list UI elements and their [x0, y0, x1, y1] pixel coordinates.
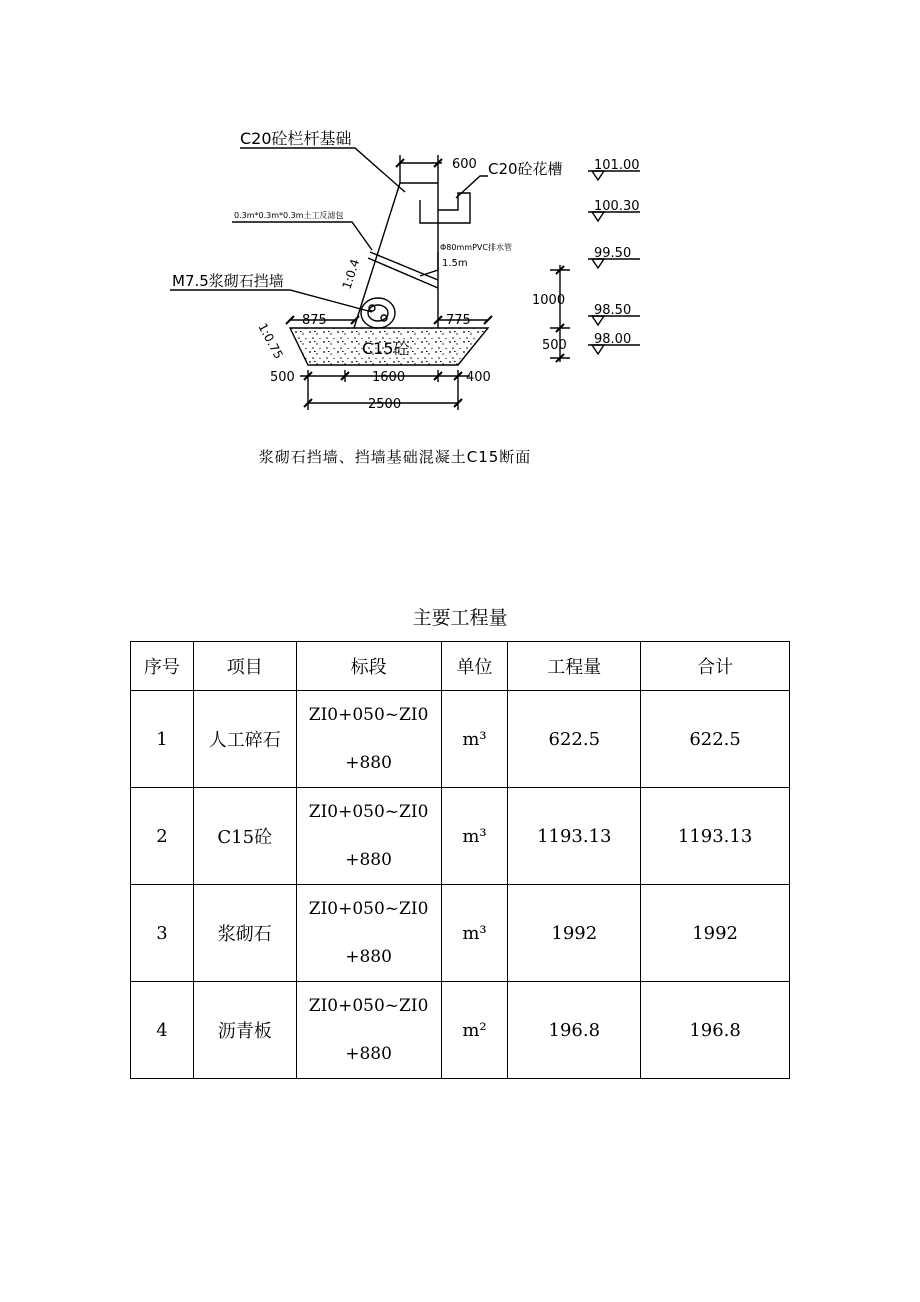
- cell-unit: m³: [441, 691, 508, 788]
- cell-no: 3: [131, 885, 194, 982]
- table-title: 主要工程量: [412, 607, 508, 629]
- leader-wall: [170, 290, 372, 312]
- header-no: 序号: [131, 642, 194, 691]
- cell-segment-line1: ZI0+050~ZI0: [308, 899, 429, 919]
- dim-left-toe: 875: [302, 313, 327, 328]
- cell-item: 沥青板: [193, 982, 296, 1079]
- cell-quantity: 196.8: [508, 982, 641, 1079]
- cell-total: 196.8: [641, 982, 790, 1079]
- label-wall: M7.5浆砌石挡墙: [172, 272, 284, 290]
- cell-quantity: 1193.13: [508, 788, 641, 885]
- label-c15-concrete: C15砼: [362, 339, 410, 358]
- gravel-filter-ball: [361, 298, 395, 328]
- dim-base-right: 400: [466, 370, 491, 385]
- dim-height-wall: 1000: [532, 293, 566, 308]
- cell-segment: [296, 788, 441, 885]
- dim-right-toe: 775: [446, 313, 471, 328]
- cell-quantity: 1992: [508, 885, 641, 982]
- table-row: [131, 982, 790, 1079]
- label-pvc-length: 1.5m: [442, 258, 468, 269]
- cell-unit: m²: [441, 982, 508, 1079]
- cell-segment-line1: ZI0+050~ZI0: [308, 802, 429, 822]
- cell-segment: [296, 885, 441, 982]
- dim-height-base: 500: [542, 338, 567, 353]
- cell-unit: m³: [441, 885, 508, 982]
- cell-segment-line2: +880: [345, 947, 392, 967]
- quantities-table: [130, 641, 790, 1079]
- leader-c20-channel: [456, 176, 488, 198]
- header-unit: 单位: [441, 642, 508, 691]
- c20-channel: [420, 193, 470, 223]
- header-item: 项目: [193, 642, 296, 691]
- cell-no: 4: [131, 982, 194, 1079]
- header-total: 合计: [641, 642, 790, 691]
- cell-total: 1992: [641, 885, 790, 982]
- drawing-caption: 浆砌石挡墙、挡墙基础混凝土C15断面: [258, 448, 532, 466]
- dim-base-left: 500: [270, 370, 295, 385]
- header-segment: 标段: [296, 642, 441, 691]
- table-row: [131, 691, 790, 788]
- cell-segment-line2: +880: [345, 850, 392, 870]
- cell-item: 浆砌石: [193, 885, 296, 982]
- cell-segment: [296, 691, 441, 788]
- cell-segment-line1: ZI0+050~ZI0: [308, 996, 429, 1016]
- cell-item: C15砼: [193, 788, 296, 885]
- cell-total: 622.5: [641, 691, 790, 788]
- label-pvc-drain: Φ80mmPVC排水管: [440, 243, 512, 252]
- elev-98-00: 98.00: [594, 332, 632, 347]
- drain-pipe-top: [370, 252, 438, 280]
- cell-quantity: 622.5: [508, 691, 641, 788]
- leader-c20-rail: [240, 148, 405, 192]
- label-c20-rail-base: C20砼栏杆基础: [240, 129, 352, 148]
- elev-101: 101.00: [594, 158, 640, 173]
- cell-no: 2: [131, 788, 194, 885]
- table-row: [131, 788, 790, 885]
- elev-100-30: 100.30: [594, 199, 640, 214]
- elev-98-50: 98.50: [594, 303, 632, 318]
- cell-total: 1193.13: [641, 788, 790, 885]
- cell-segment-line2: +880: [345, 1044, 392, 1064]
- cell-segment: [296, 982, 441, 1079]
- dim-top-width: 600: [452, 157, 477, 172]
- cell-unit: m³: [441, 788, 508, 885]
- dim-base-mid: 1600: [372, 370, 406, 385]
- elev-99-50: 99.50: [594, 246, 632, 261]
- leader-pvc: [420, 252, 438, 276]
- cell-no: 1: [131, 691, 194, 788]
- cell-item: 人工碎石: [193, 691, 296, 788]
- table-header-row: [131, 642, 790, 691]
- retaining-wall-section-drawing: [0, 0, 920, 430]
- table-row: [131, 885, 790, 982]
- header-quantity: 工程量: [508, 642, 641, 691]
- label-slope-base: 1:0.75: [255, 320, 286, 362]
- label-gravel-filter: 0.3m*0.3m*0.3m土工反滤包: [234, 211, 344, 220]
- label-c20-channel: C20砼花槽: [488, 160, 563, 178]
- leader-gravel: [232, 222, 372, 250]
- cell-segment-line2: +880: [345, 753, 392, 773]
- label-slope-back: 1:0.4: [339, 257, 363, 291]
- cell-segment-line1: ZI0+050~ZI0: [308, 705, 429, 725]
- dim-base-total: 2500: [368, 397, 402, 412]
